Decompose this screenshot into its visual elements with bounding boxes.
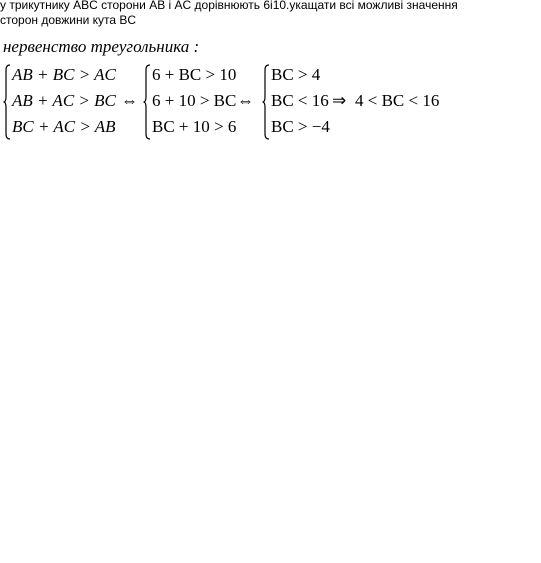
equivalence-symbol-1: ⇔ (121, 91, 138, 110)
system-3-line-3: BC > −4 (271, 117, 330, 136)
system-2-line-2: 6 + 10 > BC (152, 91, 237, 110)
left-brace-icon (143, 64, 151, 140)
final-result: 4 < BC < 16 (355, 91, 440, 110)
equivalence-symbol-2: ⇔ (237, 91, 254, 110)
question-line-1: у трикутнику ABC сторони AB і AC дорівнюють 6і10.укащати всі можливі значення (0, 0, 458, 12)
question-text (0, 0, 470, 28)
system-3 (262, 64, 342, 140)
left-brace-icon (3, 64, 11, 140)
system-1-line-1: AB + BC > AC (12, 65, 116, 84)
system-3-line-2: BC < 16 (271, 91, 329, 110)
question-line-2: сторон довжини кута BC (0, 13, 137, 27)
implies-symbol: ⇒ (332, 91, 347, 110)
left-brace-icon (262, 64, 270, 140)
system-2-line-1: 6 + BC > 10 (152, 65, 237, 84)
system-3-line-1: BC > 4 (271, 65, 321, 84)
system-1 (3, 64, 121, 140)
solution-heading: нервенство треугольника : (3, 37, 200, 56)
system-1-line-3: BC + AC > AB (12, 117, 116, 136)
system-2-line-3: BC + 10 > 6 (152, 117, 237, 136)
system-1-line-2: AB + AC > BC (12, 91, 116, 110)
system-2 (143, 64, 243, 140)
